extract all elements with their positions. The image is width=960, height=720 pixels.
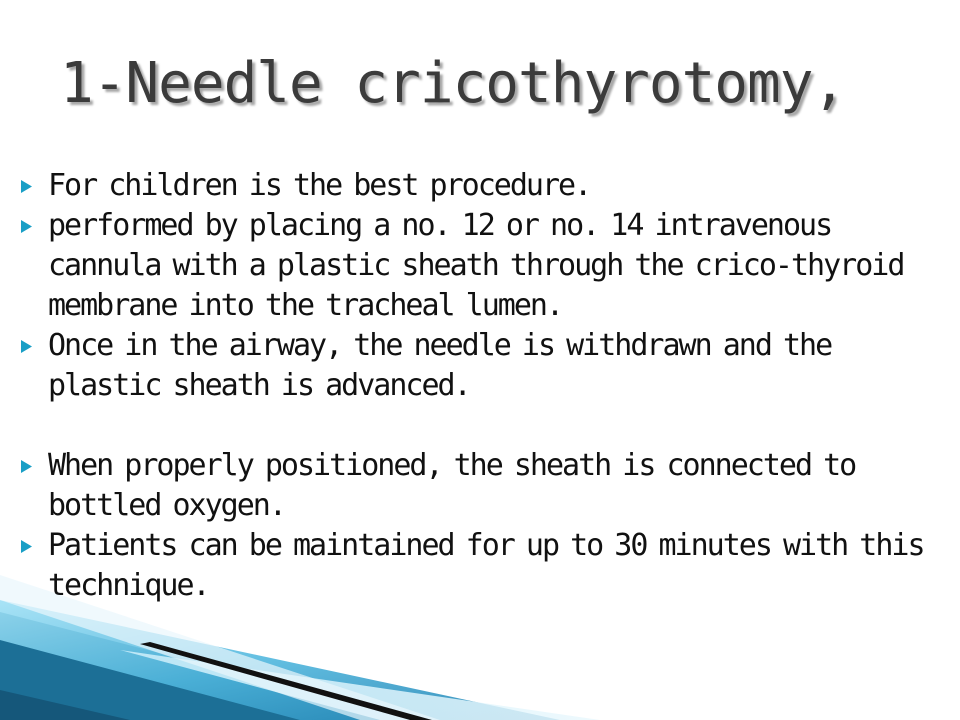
bullet-item [16,166,936,206]
bullet-text: Patients can be maintained for up to 30 minutes with this technique. [48,528,924,603]
triangle-right-icon [18,526,34,566]
bullet-text: performed by placing a no. 12 or no. 14 intravenous cannula with a plastic sheath through the crico-thyroid membrane into the tracheal lumen. [48,208,904,323]
bullet-item [16,446,936,526]
triangle-right-icon [18,446,34,486]
slide-title: 1-Needle cricothyrotomy, [60,51,846,116]
bullet-text: Once in the airway, the needle is withdrawn and the plastic sheath is advanced. [48,328,832,403]
bullet-text: For children is the best procedure. [48,168,591,203]
triangle-right-icon [18,326,34,366]
bullet-list [16,166,936,606]
triangle-right-icon [18,166,34,206]
bullet-text: When properly positioned, the sheath is connected to bottled oxygen. [48,448,856,523]
bullet-item [16,206,936,326]
bullet-item [16,526,936,606]
bullet-item [16,326,936,406]
triangle-right-icon [18,206,34,246]
